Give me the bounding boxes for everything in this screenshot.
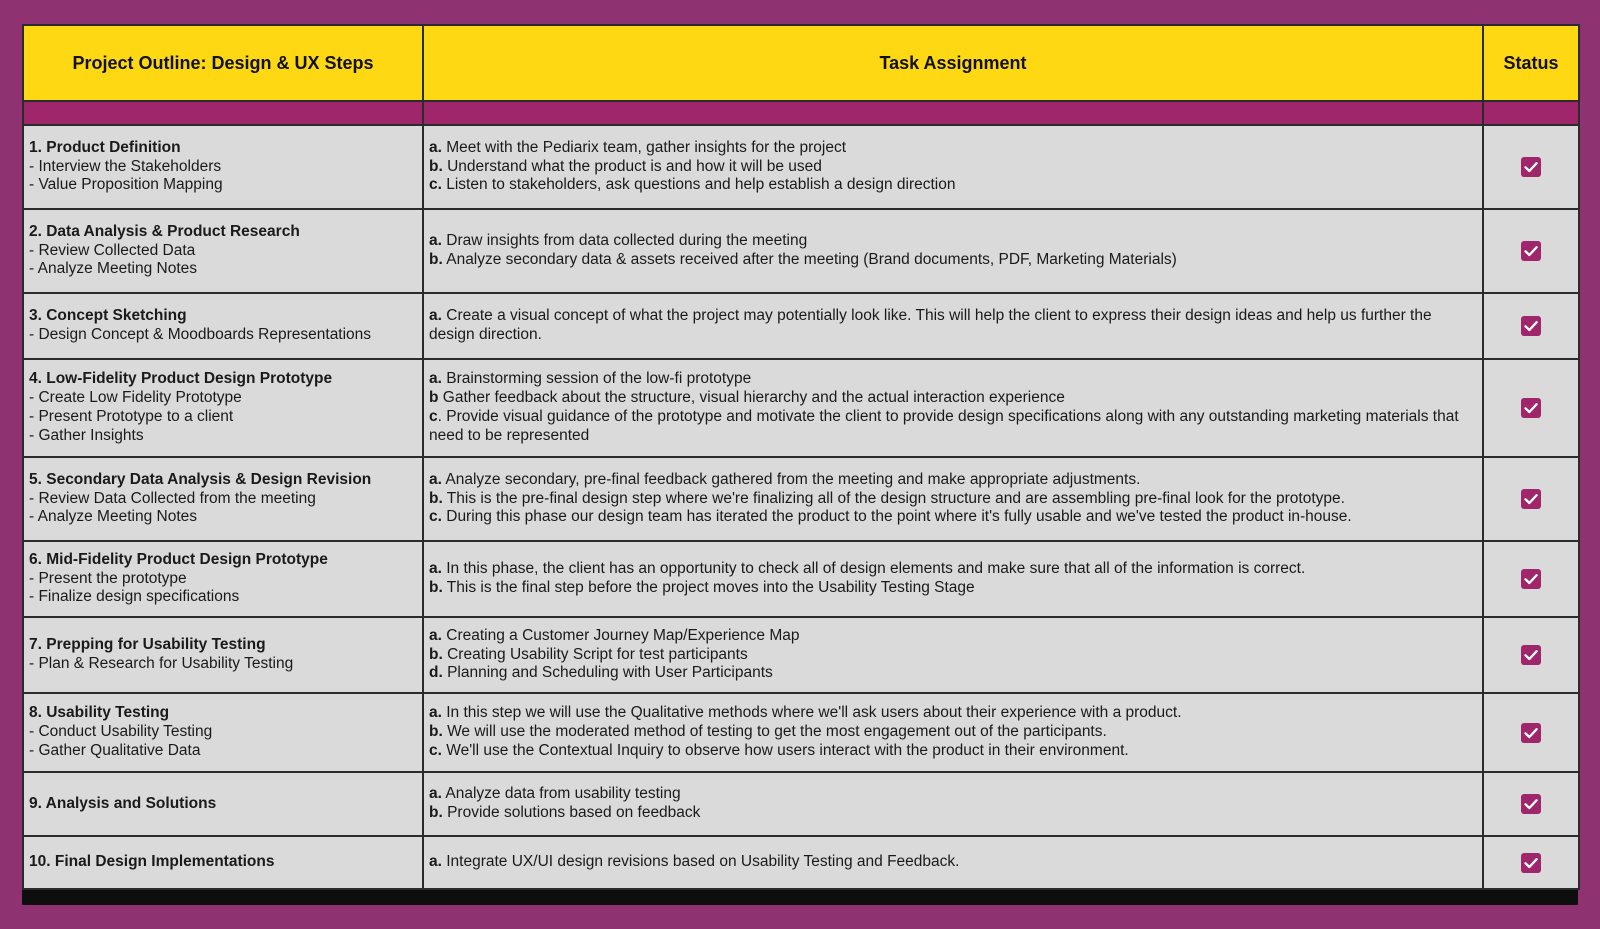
checkbox-checked-icon[interactable] (1521, 489, 1541, 509)
status-cell (1483, 457, 1579, 541)
status-cell (1483, 359, 1579, 457)
task-item (429, 408, 1478, 446)
step-subitem: - Design Concept & Moodboards Representations (29, 326, 372, 343)
step-cell (23, 836, 423, 889)
task-item (429, 508, 1478, 527)
task-cell (423, 457, 1483, 541)
task-text: In this step we will use the Qualitative methods where we'll ask users about their experience with a product. (441, 704, 1182, 722)
task-text: Integrate UX/UI design revisions based on Usability Testing and Feedback. (441, 853, 960, 871)
step-cell (23, 772, 423, 836)
task-text: Listen to stakeholders, ask questions and help establish a design direction (441, 176, 956, 194)
task-item (429, 579, 1478, 598)
task-label: a. (429, 704, 442, 722)
task-label: b. (429, 645, 443, 663)
step-title: 6. Mid-Fidelity Product Design Prototype (29, 550, 328, 568)
task-item (429, 158, 1478, 177)
step-title: 10. Final Design Implementations (29, 853, 275, 871)
task-label: b. (429, 804, 443, 821)
task-item (429, 664, 1478, 683)
task-text: Draw insights from data collected during the meeting (441, 232, 808, 250)
task-text: We will use the moderated method of testing to get the most engagement out of the participants. (442, 723, 1107, 741)
step-subitem: - Create Low Fidelity Prototype (29, 389, 242, 407)
task-item (429, 176, 1478, 195)
step-subitem: - Analyze Meeting Notes (29, 508, 198, 526)
task-item (429, 370, 1478, 389)
table-row (23, 359, 1579, 457)
header-tasks: Task Assignment (423, 25, 1483, 101)
task-cell (423, 617, 1483, 693)
task-text: Brainstorming session of the low-fi prototype (441, 370, 752, 388)
task-label: a. (429, 370, 442, 388)
task-text: In this phase, the client has an opportunity to check all of design elements and make sure that all of the information is correct. (441, 560, 1306, 578)
step-title: 4. Low-Fidelity Product Design Prototype (29, 370, 333, 388)
task-text: During this phase our design team has iterated the product to the point where it's fully usable and we've tested the product in-house. (441, 508, 1352, 526)
status-cell (1483, 541, 1579, 617)
task-cell (423, 693, 1483, 772)
step-cell (23, 457, 423, 541)
task-item (429, 251, 1478, 270)
task-item (429, 490, 1478, 509)
table-body (23, 101, 1579, 889)
step-subitem: - Finalize design specifications (29, 588, 240, 606)
task-text: Understand what the product is and how it will be used (442, 157, 822, 175)
step-title: 3. Concept Sketching (29, 307, 187, 325)
task-item (429, 785, 1478, 804)
task-label: b. (429, 723, 443, 741)
step-subitem: - Gather Insights (29, 426, 144, 444)
band-cell (423, 101, 1483, 125)
band-cell (1483, 101, 1579, 125)
step-cell (23, 693, 423, 772)
task-item (429, 139, 1478, 158)
step-subitem: - Gather Qualitative Data (29, 741, 201, 759)
task-label: a. (429, 138, 442, 156)
step-subitem: - Present the prototype (29, 569, 187, 587)
task-label: a. (429, 626, 442, 644)
task-cell (423, 541, 1483, 617)
task-label: a. (429, 307, 442, 325)
task-item (429, 853, 1478, 872)
step-title: 2. Data Analysis & Product Research (29, 222, 300, 240)
table-row (23, 209, 1579, 293)
task-item (429, 471, 1478, 490)
step-cell (23, 125, 423, 209)
task-label: d. (429, 664, 443, 682)
task-item (429, 560, 1478, 579)
band-cell (23, 101, 423, 125)
task-text: Meet with the Pediarix team, gather insights for the project (441, 138, 846, 156)
step-title: 9. Analysis and Solutions (29, 794, 217, 812)
task-label: a. (429, 853, 442, 871)
step-title: 8. Usability Testing (29, 704, 170, 722)
task-text: This is the pre-final design step where we're finalizing all of the design structure and are assembling pre-final look for the prototype. (442, 489, 1345, 507)
status-cell (1483, 209, 1579, 293)
status-cell (1483, 836, 1579, 889)
header-row (23, 25, 1579, 101)
table-row (23, 836, 1579, 889)
step-title: 5. Secondary Data Analysis & Design Revision (29, 470, 372, 488)
task-text: Gather feedback about the structure, visual hierarchy and the actual interaction experience (438, 389, 1065, 407)
task-text: Create a visual concept of what the project may potentially look like. This will help the client to express their design ideas and help us further the design direction. (429, 307, 1432, 343)
task-label: c (429, 408, 438, 425)
task-item (429, 804, 1478, 823)
task-label: b. (429, 489, 443, 507)
task-cell (423, 125, 1483, 209)
task-item (429, 307, 1478, 345)
checkbox-checked-icon[interactable] (1521, 157, 1541, 177)
task-cell (423, 209, 1483, 293)
step-cell (23, 617, 423, 693)
status-cell (1483, 772, 1579, 836)
checkbox-checked-icon[interactable] (1521, 723, 1541, 743)
checkbox-checked-icon[interactable] (1521, 316, 1541, 336)
table-row (23, 293, 1579, 359)
step-subitem: - Value Proposition Mapping (29, 176, 223, 194)
task-text: Analyze secondary, pre-final feedback gathered from the meeting and make appropriate adjustments. (441, 470, 1141, 488)
table-row (23, 772, 1579, 836)
task-item (429, 232, 1478, 251)
table-row (23, 125, 1579, 209)
task-text: We'll use the Contextual Inquiry to observe how users interact with the product in their environment. (441, 741, 1129, 759)
task-text: Analyze data from usability testing (441, 785, 681, 803)
table-row (23, 693, 1579, 772)
task-label: b. (429, 251, 443, 268)
step-subitem: - Interview the Stakeholders (29, 157, 222, 175)
task-label: c. (429, 741, 442, 759)
task-text: Creating Usability Script for test participants (442, 645, 748, 663)
status-cell (1483, 125, 1579, 209)
step-subitem: - Conduct Usability Testing (29, 723, 213, 741)
task-cell (423, 293, 1483, 359)
step-cell (23, 359, 423, 457)
step-title: 1. Product Definition (29, 138, 181, 156)
checkbox-checked-icon[interactable] (1521, 398, 1541, 418)
checkbox-checked-icon[interactable] (1521, 241, 1541, 261)
task-label: b. (429, 157, 443, 175)
step-title: 7. Prepping for Usability Testing (29, 636, 266, 654)
task-label: b. (429, 579, 443, 596)
step-subitem: - Review Collected Data (29, 241, 196, 259)
task-item (429, 704, 1478, 723)
table-row (23, 457, 1579, 541)
task-cell (423, 772, 1483, 836)
status-cell (1483, 293, 1579, 359)
step-subitem: - Present Prototype to a client (29, 408, 234, 425)
checkbox-checked-icon[interactable] (1521, 569, 1541, 589)
task-label: c. (429, 508, 442, 526)
step-subitem: - Review Data Collected from the meeting (29, 489, 316, 507)
project-outline-table (22, 24, 1580, 890)
task-cell (423, 359, 1483, 457)
task-item (429, 646, 1478, 665)
step-cell (23, 293, 423, 359)
task-item (429, 389, 1478, 408)
separator-band (23, 101, 1579, 125)
header-status: Status (1483, 25, 1579, 101)
task-text: Planning and Scheduling with User Participants (442, 664, 773, 682)
step-cell (23, 209, 423, 293)
status-cell (1483, 617, 1579, 693)
status-cell (1483, 693, 1579, 772)
table-row (23, 541, 1579, 617)
task-label: b (429, 389, 439, 407)
task-item (429, 627, 1478, 646)
task-text: Creating a Customer Journey Map/Experience Map (441, 626, 800, 644)
task-cell (423, 836, 1483, 889)
checkbox-checked-icon[interactable] (1521, 645, 1541, 665)
header-steps: Project Outline: Design & UX Steps (23, 25, 423, 101)
task-label: a. (429, 470, 442, 488)
table-row (23, 617, 1579, 693)
task-label: a. (429, 232, 442, 250)
checkbox-checked-icon[interactable] (1521, 794, 1541, 814)
step-subitem: - Analyze Meeting Notes (29, 260, 198, 278)
project-outline-table-frame (22, 24, 1578, 905)
task-item (429, 742, 1478, 761)
task-item (429, 723, 1478, 742)
task-label: a. (429, 560, 442, 578)
step-subitem: - Plan & Research for Usability Testing (29, 655, 294, 672)
step-cell (23, 541, 423, 617)
task-label: a. (429, 785, 442, 803)
checkbox-checked-icon[interactable] (1521, 853, 1541, 873)
task-text: . Provide visual guidance of the prototype and motivate the client to provide design specifications along with any outstanding marketing materials that need to be represented (429, 408, 1459, 444)
task-text: Provide solutions based on feedback (442, 804, 701, 821)
task-text: This is the final step before the project moves into the Usability Testing Stage (442, 579, 975, 596)
task-text: Analyze secondary data & assets received after the meeting (Brand documents, PDF, Marketing Materials) (442, 251, 1177, 268)
task-label: c. (429, 176, 442, 194)
